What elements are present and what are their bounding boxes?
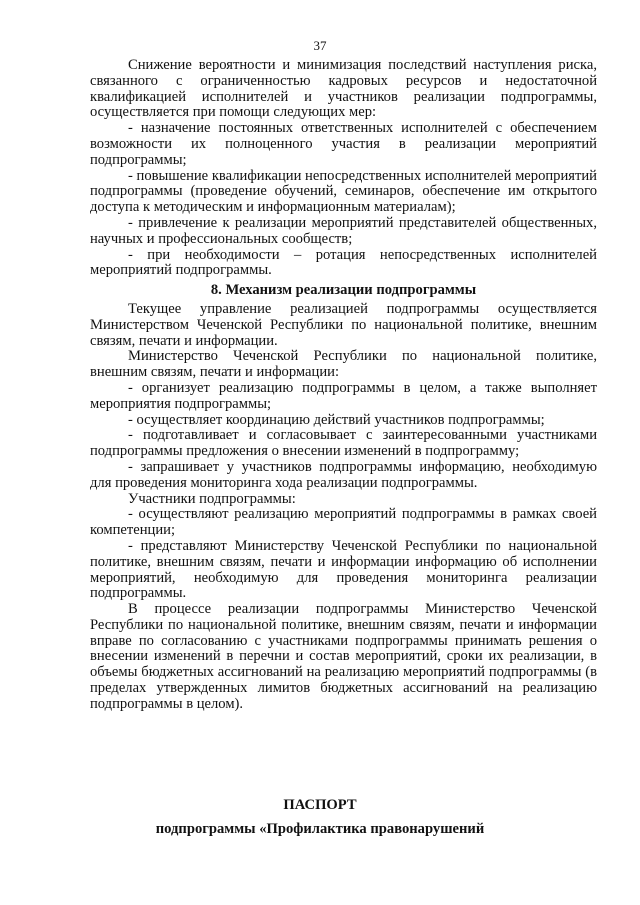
ministry-item: - запрашивает у участников подпрограммы информацию, необходимую для проведения мониторинга хода реализации подпрограммы. [90, 458, 597, 491]
ministry-item: - организует реализацию подпрограммы в целом, а также выполняет мероприятия подпрограммы; [90, 379, 597, 412]
document-body [90, 58, 597, 713]
closing-paragraph: В процессе реализации подпрограммы Министерство Чеченской Республики по национальной политике, внешним связям, печати и информации вправе по согласованию с участниками подпрограммы принимать решения о внесении изменений в перечни и состав мероприятий, сроки их реализации, в объемы бюджетных ассигнований на реализацию мероприятий подпрограммы (в пределах утвержденных лимитов бюджетных ассигнований на реализацию подпрограммы в целом). [90, 601, 597, 712]
participants-item: - представляют Министерству Чеченской Республики по национальной политике, внешним связям, печати и информации информацию об исполнении мероприятий, необходимую для проведения мониторинга реализации подпрограммы. [90, 537, 597, 602]
risk-measure-item: - повышение квалификации непосредственных исполнителей мероприятий подпрограммы (проведение обучений, семинаров, обеспечение им открытого доступа к методическим и информационным материалам); [90, 167, 597, 216]
passport-subtitle: подпрограммы «Профилактика правонарушений [155, 821, 485, 837]
section-heading: 8. Механизм реализации подпрограммы [210, 282, 477, 299]
current-management-paragraph: Текущее управление реализацией подпрограммы осуществляется Министерством Чеченской Республики по национальной политике, внешним связям, печати и информации. [90, 300, 597, 349]
risk-measure-item: - при необходимости – ротация непосредственных исполнителей мероприятий подпрограммы. [90, 246, 597, 279]
ministry-intro-paragraph: Министерство Чеченской Республики по национальной политике, внешним связям, печати и информации: [90, 348, 597, 381]
page-number: 37 [313, 38, 327, 53]
ministry-item: - осуществляет координацию действий участников подпрограммы; [128, 411, 545, 428]
passport-title: ПАСПОРТ [283, 797, 357, 813]
ministry-item: - подготавливает и согласовывает с заинтересованными участниками подпрограммы предложения о внесении изменений в подпрограмму; [90, 427, 597, 460]
risk-intro-paragraph: Снижение вероятности и минимизация последствий наступления риска, связанного с ограниченностью кадровых ресурсов и недостаточной квалификацией исполнителей и участников реализации подпрограммы, осуществляется при помощи следующих мер: [90, 57, 597, 121]
risk-measure-item: - привлечение к реализации мероприятий представителей общественных, научных и профессиональных сообществ; [90, 214, 597, 247]
risk-measure-item: - назначение постоянных ответственных исполнителей с обеспечением возможности их полноценного участия в реализации мероприятий подпрограммы; [90, 120, 597, 168]
participants-item: - осуществляют реализацию мероприятий подпрограммы в рамках своей компетенции; [90, 506, 597, 539]
participants-intro-paragraph: Участники подпрограммы: [128, 490, 296, 507]
